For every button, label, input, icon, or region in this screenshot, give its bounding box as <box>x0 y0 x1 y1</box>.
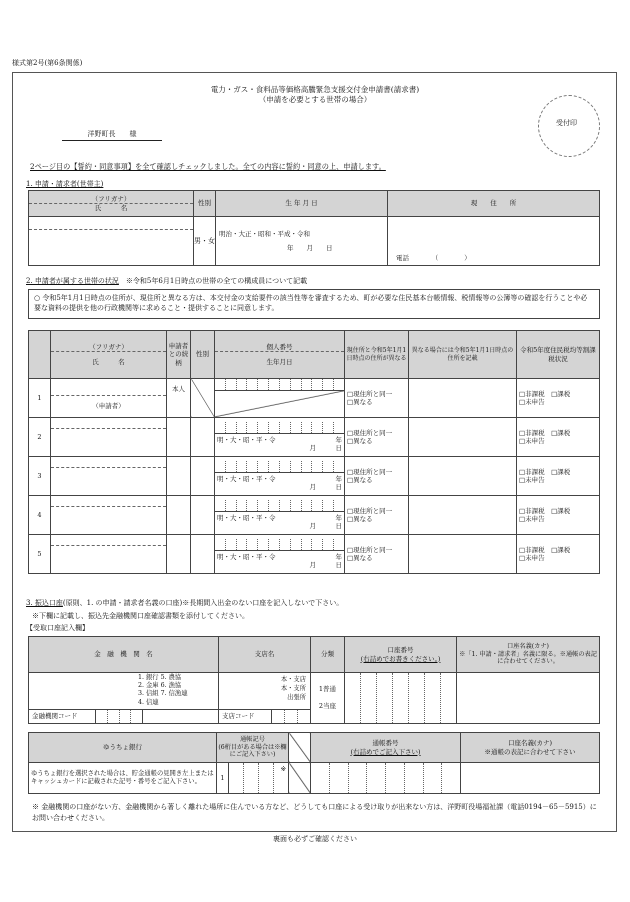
yucho-sixth-digit-mark: ※ <box>280 765 287 773</box>
header-member-name: （フリガナ） 氏 名 <box>51 331 167 379</box>
applicant-address-field[interactable]: 電話 （ ） <box>388 217 600 266</box>
bank-code-boxes[interactable] <box>95 710 143 723</box>
page-footer: 裏面も必ずご確認ください <box>273 835 357 843</box>
table-row <box>29 379 600 418</box>
member-sex-field[interactable] <box>191 535 215 574</box>
member-name-field[interactable] <box>51 496 167 535</box>
yucho-code-field[interactable] <box>229 763 289 794</box>
member-sex-field[interactable] <box>191 496 215 535</box>
header-address-differs: 現住所と令和5年1月1日時点の住所が異なる <box>345 331 409 379</box>
header-dob: 生 年 月 日 <box>216 191 388 217</box>
relation-field[interactable] <box>167 457 191 496</box>
tax-status-field[interactable]: □非課税 □課税 □未申告 <box>517 379 600 418</box>
bank-account-table <box>28 636 600 724</box>
reception-stamp-label: 受付印 <box>556 119 577 127</box>
member-name-field[interactable] <box>51 535 167 574</box>
previous-address-field[interactable] <box>409 418 517 457</box>
bank-code-label: 金融機関コード <box>32 712 78 721</box>
tax-status-field[interactable]: □非課税 □課税 □未申告 <box>517 535 600 574</box>
row-number: 2 <box>29 418 51 457</box>
row-number: 3 <box>29 457 51 496</box>
previous-address-field[interactable] <box>409 496 517 535</box>
header-tax-status: 令和5年度住民税均等割課税状況 <box>517 331 600 379</box>
header-sex: 性別 <box>194 191 216 217</box>
member-sex-field[interactable] <box>191 379 215 418</box>
section3-heading-row: 3. 振込口座(原則、1. の申請・請求者名義の口座)※長期間入出金のない口座を記入しないで下さい。 <box>26 599 344 607</box>
address-differs-field[interactable]: □現住所と同一 □異なる <box>345 535 409 574</box>
form-subtitle: （申請を必要とする世帯の場合） <box>258 95 372 104</box>
yucho-code-prefix: 1 <box>217 763 229 794</box>
header-relation: 申請者との続柄 <box>167 331 191 379</box>
mynumber-field[interactable]: 明・大・昭・平・令 年 月 日 <box>215 457 345 496</box>
member-sex-field[interactable] <box>191 418 215 457</box>
header-mynumber-dob: 個人番号 生年月日 <box>215 331 345 379</box>
yucho-table <box>28 732 600 794</box>
header-yucho-code: 通帳記号 (6桁目がある場合は※欄にご記入下さい) <box>217 733 289 763</box>
relation-field[interactable] <box>167 535 191 574</box>
mynumber-field[interactable]: 明・大・昭・平・令 年 月 日 <box>215 496 345 535</box>
yucho-description: ゆうちょ銀行を選択された場合は、貯金通帳の見開き左上またはキャッシュカードに記載された記号・番号をご記入下さい。 <box>29 763 217 794</box>
row-number: 4 <box>29 496 51 535</box>
header-account-number: 口座番号 (右詰めでお書きください。) <box>345 637 457 673</box>
addressee: 洋野町長 様 <box>62 131 162 141</box>
yucho-divider-cell <box>289 763 311 794</box>
address-consent-statement: ○ 令和5年1月1日時点の住所が、現住所と異なる方は、本交付金の支給要件の該当性等を審査するため、町が必要な住民基本台帳情報、税情報等の公簿等の確認を行うことや必要な資料の提供を他の行政機関等に求めること・提供することに同意します。 <box>28 289 600 319</box>
tax-status-field[interactable]: □非課税 □課税 □未申告 <box>517 496 600 535</box>
header-branch: 支店名 <box>219 637 311 673</box>
section2-heading-row: 2. 申請者が属する世帯の状況 ※令和5年6月1日時点の世帯の全ての構成員について記載 <box>26 277 308 285</box>
mynumber-field[interactable] <box>215 379 345 418</box>
applicant-dob-field[interactable]: 明治・大正・昭和・平成・令和 年 月 日 <box>216 217 388 266</box>
yucho-holder-field[interactable] <box>461 763 600 794</box>
section1-heading: 1. 申請・請求者(世帯主) <box>26 180 104 188</box>
tax-status-field[interactable]: □非課税 □課税 □未申告 <box>517 418 600 457</box>
pledge-statement: 2ページ目の【誓約・同意事項】を全て確認しチェックしました。全ての内容に誓約・同意の上、申請します。 <box>30 162 386 171</box>
branch-field[interactable]: 本・支店 本・支所 出張所 支店コード <box>219 673 311 724</box>
account-type-field[interactable]: 1普通 2当座 <box>311 673 345 724</box>
address-differs-field[interactable]: □現住所と同一 □異なる <box>345 496 409 535</box>
header-member-sex: 性別 <box>191 331 215 379</box>
previous-address-field[interactable] <box>409 457 517 496</box>
yucho-divider <box>289 733 311 763</box>
header-yucho-number: 通帳番号 (右詰めでご記入下さい) <box>311 733 461 763</box>
header-account-type: 分類 <box>311 637 345 673</box>
relation-field[interactable]: 本人 <box>167 379 191 418</box>
applicant-table <box>28 190 600 266</box>
header-previous-address: 異なる場合には令和5年1月1日時点の住所を記載 <box>409 331 517 379</box>
address-differs-field[interactable]: □現住所と同一 □異なる <box>345 457 409 496</box>
bank-name-field[interactable]: 1. 銀行 5. 農協 2. 金庫 6. 漁協 3. 信組 7. 信漁連 4. 信連 金融機関コード <box>29 673 219 724</box>
header-account-holder: 口座名義(カナ) ※「1. 申請・請求者」名義に限る。※通帳の表記に合わせてください。 <box>457 637 600 673</box>
account-holder-field[interactable] <box>457 673 600 724</box>
tax-status-field[interactable]: □非課税 □課税 □未申告 <box>517 457 600 496</box>
relation-field[interactable] <box>167 496 191 535</box>
branch-code-label: 支店コード <box>222 712 255 721</box>
header-bank-name: 金 融 機 関 名 <box>29 637 219 673</box>
previous-address-field[interactable] <box>409 535 517 574</box>
relation-field[interactable] <box>167 418 191 457</box>
member-name-field[interactable] <box>51 418 167 457</box>
form-title: 電力・ガス・食料品等価格高騰緊急支援交付金申請書(請求書) <box>210 85 420 94</box>
member-name-field[interactable]: （申請者） <box>51 379 167 418</box>
applicant-name-field[interactable] <box>29 217 194 266</box>
branch-code-boxes[interactable] <box>271 710 310 723</box>
account-note: ※下欄に記載し、振込先金融機関口座確認書類を添付してください。 <box>32 612 249 620</box>
header-address: 現 住 所 <box>388 191 600 217</box>
header-no <box>29 331 51 379</box>
member-sex-field[interactable] <box>191 457 215 496</box>
account-number-field[interactable] <box>345 673 457 724</box>
no-account-footnote: ※ 金融機関の口座がない方、金融機関から著しく離れた場所に住んでいる方など、どうしても口座による受け取りが出来ない方は、洋野町役場福祉課（電話0194－65－5915）にお問い合わせください。 <box>32 803 597 822</box>
row-number: 1 <box>29 379 51 418</box>
applicant-sex-field[interactable]: 男・女 <box>194 217 216 266</box>
table-row <box>29 496 600 535</box>
account-box-title: 【受取口座記入欄】 <box>26 624 89 632</box>
row-number: 5 <box>29 535 51 574</box>
header-furigana-name: （フリガナ） 氏 名 <box>29 191 194 217</box>
table-row <box>29 457 600 496</box>
mynumber-field[interactable]: 明・大・昭・平・令 年 月 日 <box>215 418 345 457</box>
table-row <box>29 535 600 574</box>
member-name-field[interactable] <box>51 457 167 496</box>
header-yucho: ゆうちょ銀行 <box>29 733 217 763</box>
previous-address-field[interactable] <box>409 379 517 418</box>
form-id: 様式第2号(第6条関係) <box>12 59 83 67</box>
address-differs-field[interactable]: □現住所と同一 □異なる <box>345 418 409 457</box>
household-table <box>28 330 600 574</box>
table-row <box>29 418 600 457</box>
yucho-number-field[interactable] <box>311 763 461 794</box>
mynumber-field[interactable]: 明・大・昭・平・令 年 月 日 <box>215 535 345 574</box>
address-differs-field[interactable]: □現住所と同一 □異なる <box>345 379 409 418</box>
header-yucho-holder: 口座名義(カナ) ※通帳の表記に合わせて下さい <box>461 733 600 763</box>
